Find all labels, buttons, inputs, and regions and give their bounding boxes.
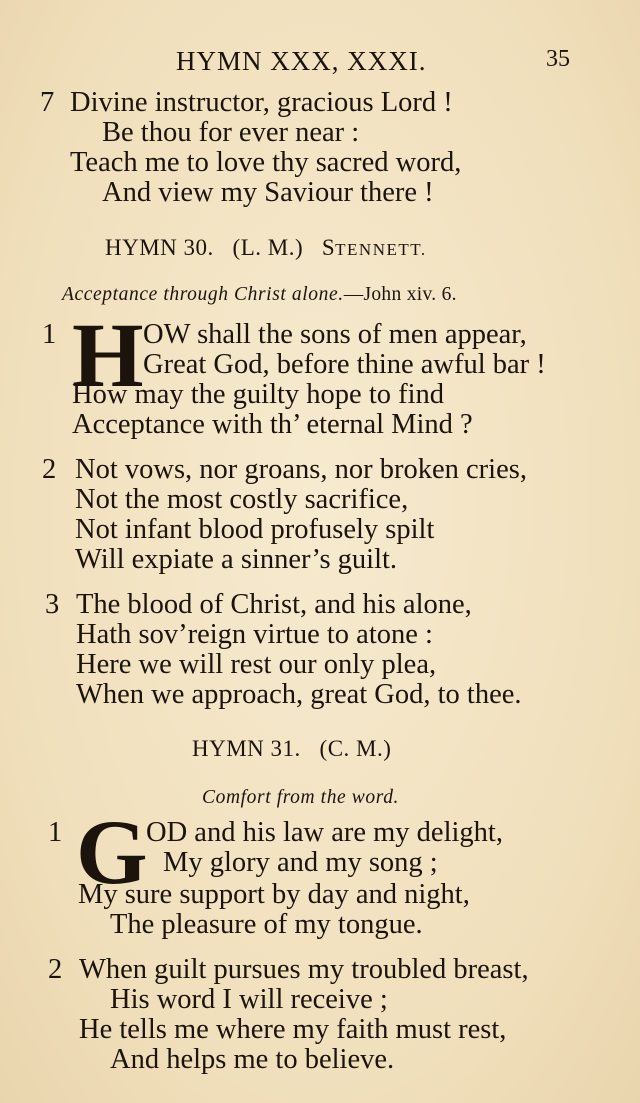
verse-line: Be thou for ever near : bbox=[102, 117, 360, 148]
page-number: 35 bbox=[546, 46, 570, 72]
hymn-number: HYMN 31. bbox=[192, 736, 301, 761]
verse-line: The pleasure of my tongue. bbox=[110, 909, 423, 940]
hymn31-heading bbox=[192, 736, 391, 762]
hymn30-heading bbox=[105, 235, 427, 261]
verse-line: When we approach, great God, to thee. bbox=[76, 679, 522, 710]
verse-number: 7 bbox=[40, 87, 55, 118]
verse-line: Will expiate a sinner’s guilt. bbox=[75, 544, 398, 575]
verse-line: My glory and my song ; bbox=[163, 847, 438, 878]
verse-number: 2 bbox=[42, 454, 57, 485]
verse-line: Divine instructor, gracious Lord ! bbox=[70, 87, 453, 118]
verse-number: 1 bbox=[48, 817, 63, 848]
verse-line: When guilt pursues my troubled breast, bbox=[79, 954, 529, 985]
hymn-meter: (L. M.) bbox=[232, 235, 304, 260]
verse-line: Not vows, nor groans, nor broken cries, bbox=[75, 454, 527, 485]
verse-line: His word I will receive ; bbox=[110, 984, 388, 1015]
hymn-number: HYMN 30. bbox=[105, 235, 214, 260]
hymn31-subtitle bbox=[202, 787, 399, 809]
hymn-author: STENNETT. bbox=[321, 235, 427, 260]
verse-line: He tells me where my faith must rest, bbox=[79, 1014, 507, 1045]
verse-line: Hath sov’reign virtue to atone : bbox=[76, 619, 433, 650]
verse-line: Not infant blood profusely spilt bbox=[75, 514, 435, 545]
verse-line: OW shall the sons of men appear, bbox=[143, 319, 527, 350]
subtitle-text: Acceptance through Christ alone. bbox=[62, 284, 344, 305]
verse-line: How may the guilty hope to find bbox=[72, 379, 445, 410]
verse-line: And helps me to believe. bbox=[110, 1044, 395, 1075]
drop-cap: G bbox=[76, 801, 148, 903]
verse-line: Not the most costly sacrifice, bbox=[75, 484, 409, 515]
verse-line: Acceptance with th’ eternal Mind ? bbox=[72, 409, 473, 440]
verse-line: Here we will rest our only plea, bbox=[76, 649, 437, 680]
running-header bbox=[0, 46, 640, 86]
verse-number: 1 bbox=[42, 319, 57, 350]
verse-line: OD and his law are my delight, bbox=[146, 817, 503, 848]
verse-line: Teach me to love thy sacred word, bbox=[70, 147, 462, 178]
hymn-meter: (C. M.) bbox=[319, 736, 392, 761]
verse-line: And view my Saviour there ! bbox=[102, 177, 434, 208]
drop-cap: H bbox=[72, 304, 144, 406]
verse-line: Great God, before thine awful bar ! bbox=[143, 349, 546, 380]
verse-line: The blood of Christ, and his alone, bbox=[76, 589, 472, 620]
verse-line: My sure support by day and night, bbox=[78, 879, 470, 910]
scripture-reference: —John xiv. 6. bbox=[343, 284, 457, 305]
subtitle-text: Comfort from the word. bbox=[202, 787, 400, 808]
header-title: HYMN XXX, XXXI. bbox=[176, 46, 427, 76]
hymn30-subtitle bbox=[62, 284, 457, 306]
verse-number: 2 bbox=[48, 954, 63, 985]
verse-number: 3 bbox=[45, 589, 60, 620]
